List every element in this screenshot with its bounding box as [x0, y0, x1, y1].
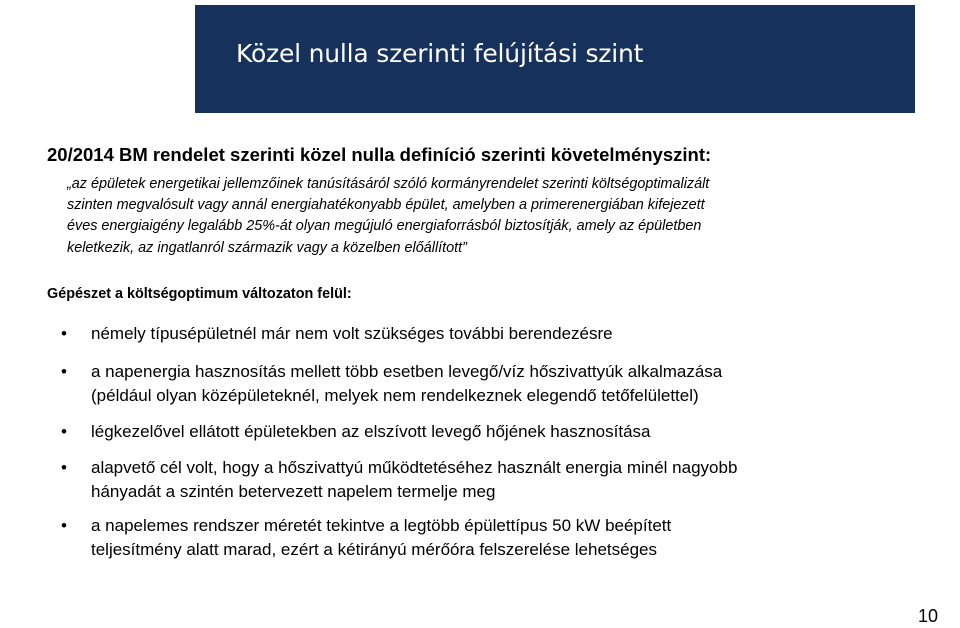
quote-line: keletkezik, az ingatlanról származik vagy a közelben előállított”: [67, 239, 467, 256]
bullet-line: teljesítmény alatt marad, ezért a kétirányú mérőóra felszerelése lehetséges: [91, 540, 657, 559]
bullet-icon: •: [61, 422, 67, 441]
bullet-text: [91, 360, 722, 408]
bullet-line: alapvető cél volt, hogy a hőszivattyú működtetéséhez használt energia minél nagyobb: [91, 458, 738, 477]
bullet-icon: •: [61, 516, 67, 535]
bullet-icon: •: [61, 362, 67, 381]
page-number: 10: [917, 606, 938, 626]
bullet-icon: •: [61, 458, 67, 477]
bullet-text: [91, 456, 737, 504]
bullet-text: [91, 322, 613, 346]
quote-line: éves energiaigény legalább 25%-át olyan megújuló energiaforrásból biztosítják, amely az épületben: [67, 218, 702, 235]
bullet-text: [91, 420, 650, 444]
section-heading: 20/2014 BM rendelet szerinti közel nulla definíció szerinti követelményszint:: [47, 144, 712, 165]
title-banner: [195, 5, 915, 113]
bullet-text: [91, 514, 671, 562]
quote-line: „az épületek energetikai jellemzőinek tanúsításáról szóló kormányrendelet szerinti költségoptimalizált: [67, 176, 710, 192]
bullet-line: a napenergia hasznosítás mellett több esetben levegő/víz hőszivattyúk alkalmazása: [91, 362, 723, 381]
bullet-line: (például olyan középületeknél, melyek nem rendelkeznek elegendő tetőfelülettel): [91, 386, 699, 405]
bullet-icon: •: [61, 324, 67, 343]
definition-quote: [67, 174, 857, 259]
bullet-line: a napelemes rendszer méretét tekintve a legtöbb épülettípus 50 kW beépített: [91, 516, 672, 535]
bullet-line: hányadát a szintén betervezett napelem termelje meg: [91, 482, 496, 501]
bullet-line: légkezelővel ellátott épületekben az elszívott levegő hőjének hasznosítása: [91, 422, 651, 441]
bullet-line: némely típusépületnél már nem volt szükséges további berendezésre: [91, 324, 613, 343]
slide-title: Közel nulla szerinti felújítási szint: [236, 39, 644, 68]
subheading: Gépészet a költségoptimum változaton felül:: [47, 286, 352, 302]
quote-line: szinten megvalósult vagy annál energiahatékonyabb épület, amelyben a primerenergiában kifejezett: [67, 197, 705, 214]
